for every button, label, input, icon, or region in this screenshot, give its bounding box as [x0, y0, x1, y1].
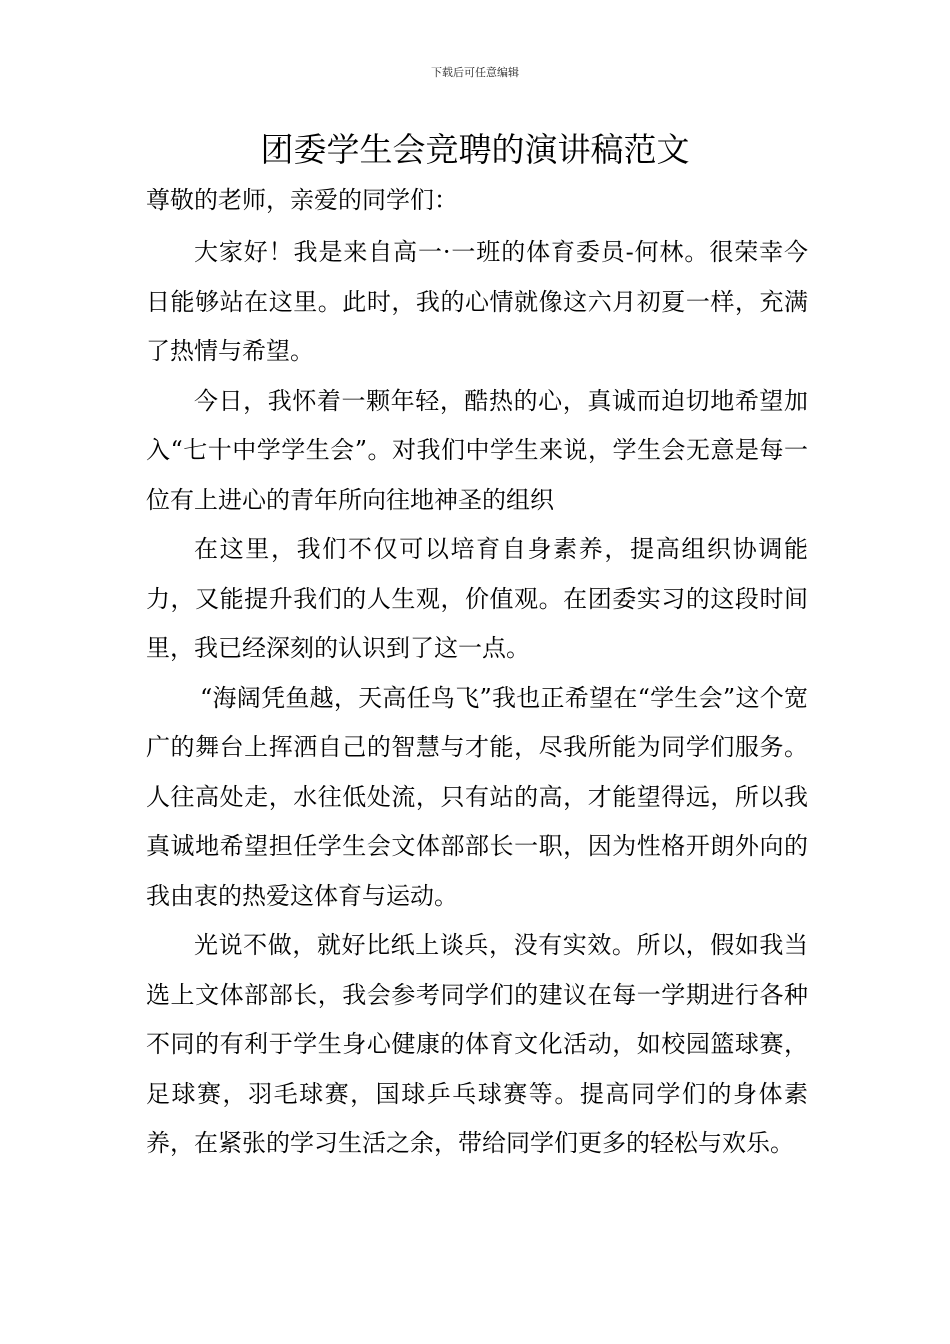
document-title: 团委学生会竞聘的演讲稿范文	[260, 130, 690, 169]
paragraph-3: 在这里，我们不仅可以培育自身素养，提高组织协调能力，又能提升我们的人生观，价值观。在团委实习的这段时间里，我已经深刻的认识到了这一点。	[146, 535, 808, 662]
paragraph-5: 光说不做，就好比纸上谈兵，没有实效。所以，假如我当选上文体部部长，我会参考同学们的建议在每一学期进行各种不同的有利于学生身心健康的体育文化活动，如校园篮球赛，足球赛，羽毛球赛，国球乒乓球赛等。提高同学们的身体素养，在紧张的学习生活之余，带给同学们更多的轻松与欢乐。	[146, 931, 808, 1157]
page-header-note: 下载后可任意编辑	[431, 66, 519, 79]
paragraph-4: “海阔凭鱼越，天高任鸟飞”我也正希望在“学生会”这个宽广的舞台上挥洒自己的智慧与才能，尽我所能为同学们服务。人往高处走，水往低处流，只有站的高，才能望得远，所以我真诚地希望担任学生会文体部部长一职，因为性格开朗外向的我由衷的热爱这体育与运动。	[146, 683, 808, 910]
paragraph-1: 大家好！我是来自高一·一班的体育委员-何林。很荣幸今日能够站在这里。此时，我的心情就像这六月初夏一样，充满了热情与希望。	[146, 238, 808, 365]
salutation: 尊敬的老师，亲爱的同学们：	[146, 186, 458, 214]
paragraph-2: 今日，我怀着一颗年轻，酷热的心，真诚而迫切地希望加入“七十中学学生会”。对我们中学生来说，学生会无意是每一位有上进心的青年所向往地神圣的组织	[146, 386, 808, 514]
document-body	[146, 228, 808, 1169]
